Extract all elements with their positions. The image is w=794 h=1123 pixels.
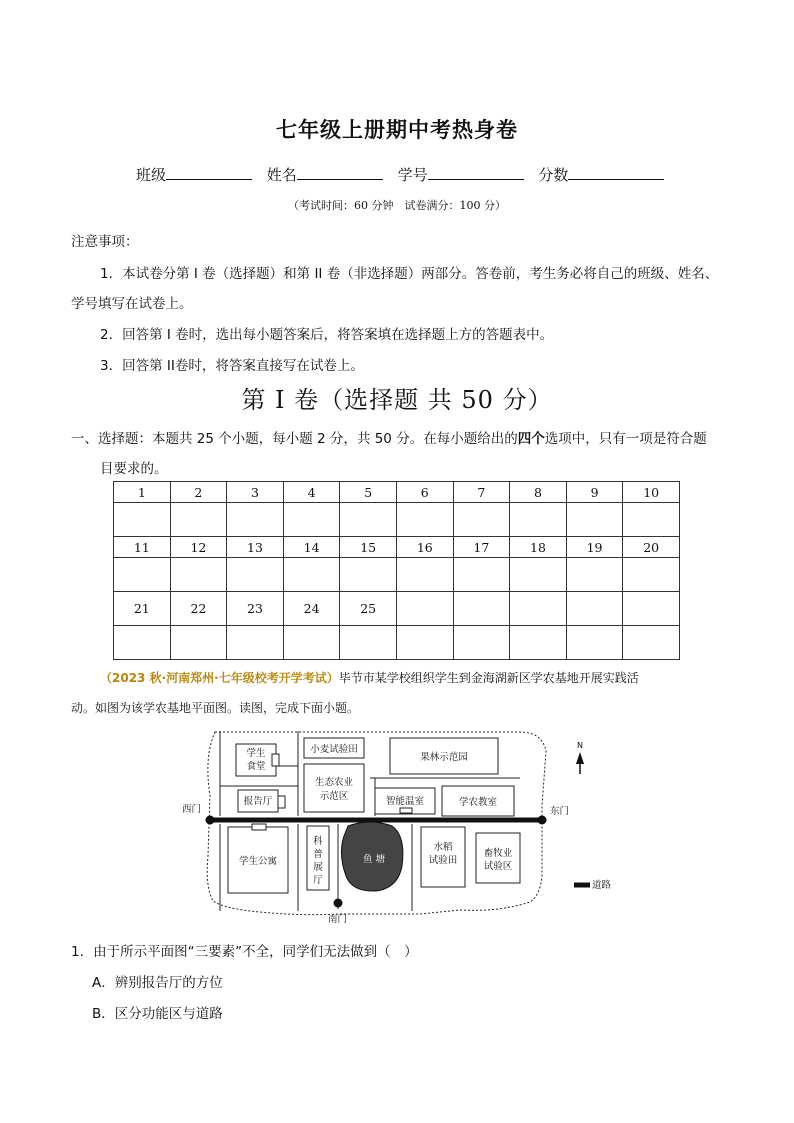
answer-number: 20 [623, 537, 680, 558]
question-context-line2: 动。如图为该学农基地平面图。读图，完成下面小题。 [71, 701, 360, 715]
answer-number [623, 592, 680, 626]
answer-number [453, 592, 510, 626]
section-instructions [71, 427, 707, 447]
hall-door [278, 796, 285, 808]
map-label-wheat: 小麦试验田 [310, 744, 358, 755]
answer-cell[interactable] [170, 626, 227, 660]
answer-number: 8 [510, 482, 567, 503]
notes-heading: 注意事项： [71, 234, 139, 250]
question-1-stem: 1．由于所示平面图“三要素”不全，同学们无法做到（ ） [71, 944, 418, 960]
answer-cell[interactable] [227, 503, 284, 537]
map-label-science-2: 普 [313, 849, 323, 860]
answer-number: 21 [114, 592, 171, 626]
page-title: 七年级上册期中考热身卷 [276, 118, 518, 142]
map-label-canteen-2: 食堂 [246, 761, 266, 772]
answer-number: 4 [283, 482, 340, 503]
answer-number: 16 [396, 537, 453, 558]
score-label: 分数 [538, 166, 569, 184]
answer-cell[interactable] [340, 503, 397, 537]
answer-cell[interactable] [227, 626, 284, 660]
answer-cell[interactable] [510, 626, 567, 660]
answer-cell[interactable] [566, 503, 623, 537]
time-note: （考试时间：60 分钟 试卷满分：100 分） [288, 199, 506, 212]
note-item-1: 1．本试卷分第 I 卷（选择题）和第 II 卷（非选择题）两部分。答卷前，考生务必将自己的班级、姓名、 [100, 266, 719, 282]
greenhouse-door [400, 808, 412, 813]
map-label-livestock-2: 试验区 [483, 861, 513, 872]
map-label-south-gate: 南门 [328, 914, 348, 925]
map-label-rice-1: 水稻 [433, 842, 453, 853]
map-label-east-gate: 东门 [550, 806, 570, 817]
answer-cell[interactable] [114, 503, 171, 537]
answer-cell[interactable] [340, 558, 397, 592]
answer-number: 12 [170, 537, 227, 558]
section-title: 第 I 卷（选择题 共 50 分） [241, 386, 553, 414]
instr-suffix: 选项中，只有一项是符合题 [544, 431, 707, 447]
map-label-hall: 报告厅 [243, 796, 273, 807]
answer-number: 9 [566, 482, 623, 503]
map-label-science-4: 厅 [313, 875, 323, 886]
map-label-north: N [577, 741, 583, 750]
answer-number: 2 [170, 482, 227, 503]
answer-cell[interactable] [170, 503, 227, 537]
answer-cell[interactable] [396, 626, 453, 660]
answer-cell[interactable] [566, 626, 623, 660]
answer-number [396, 592, 453, 626]
answer-number: 11 [114, 537, 171, 558]
name-blank[interactable] [297, 164, 383, 180]
dorm-door [252, 824, 266, 830]
east-gate-dot [538, 816, 547, 825]
map-label-canteen-1: 学生 [246, 748, 266, 759]
answer-cell[interactable] [227, 558, 284, 592]
answer-cell[interactable] [170, 558, 227, 592]
answer-number: 5 [340, 482, 397, 503]
note-item-2: 2．回答第 I 卷时，选出每小题答案后，将答案填在选择题上方的答题表中。 [100, 327, 554, 343]
farm-base-map [180, 726, 620, 926]
map-label-livestock-1: 畜牧业 [483, 848, 513, 859]
answer-number [510, 592, 567, 626]
instr-prefix: 一、选择题：本题共 25 个小题，每小题 2 分，共 50 分。在每小题给出的 [71, 431, 518, 447]
map-label-greenhouse: 智能温室 [385, 796, 425, 807]
answer-number: 22 [170, 592, 227, 626]
answer-cell[interactable] [396, 558, 453, 592]
answer-cell[interactable] [396, 503, 453, 537]
question-context-line1 [100, 669, 639, 686]
map-label-orchard: 果林示范园 [420, 752, 468, 763]
west-gate-dot [206, 816, 215, 825]
south-gate-dot [334, 899, 343, 908]
map-label-classroom: 学农教室 [458, 797, 498, 808]
map-label-west-gate: 西门 [182, 804, 202, 815]
note-item-1-cont: 学号填写在试卷上。 [71, 296, 193, 312]
answer-cell[interactable] [510, 558, 567, 592]
answer-number: 7 [453, 482, 510, 503]
answer-cell[interactable] [510, 503, 567, 537]
answer-cell[interactable] [283, 558, 340, 592]
north-arrow-head-icon [576, 752, 584, 764]
eco-farm-box [304, 764, 364, 812]
map-label-dorm: 学生公寓 [238, 856, 278, 867]
question-1-option-a[interactable]: A．辨别报告厅的方位 [92, 975, 223, 991]
map-label-legend-road: 道路 [592, 880, 612, 891]
answer-cell[interactable] [453, 503, 510, 537]
answer-cell[interactable] [114, 626, 171, 660]
canteen-door [272, 754, 279, 766]
map-label-eco-1: 生态农业 [314, 777, 354, 788]
name-label: 姓名 [266, 166, 297, 184]
answer-cell[interactable] [453, 558, 510, 592]
student-info-line [136, 164, 664, 185]
answer-number: 15 [340, 537, 397, 558]
class-blank[interactable] [166, 164, 252, 180]
answer-number: 3 [227, 482, 284, 503]
answer-number: 1 [114, 482, 171, 503]
answer-table [113, 481, 680, 660]
answer-number: 23 [227, 592, 284, 626]
answer-cell[interactable] [453, 626, 510, 660]
answer-cell[interactable] [283, 503, 340, 537]
answer-number: 14 [283, 537, 340, 558]
answer-number: 10 [623, 482, 680, 503]
map-label-science-1: 科 [313, 836, 323, 847]
answer-cell[interactable] [623, 626, 680, 660]
answer-cell[interactable] [114, 558, 171, 592]
answer-cell[interactable] [283, 626, 340, 660]
map-label-rice-2: 试验田 [428, 855, 458, 866]
question-1-option-b[interactable]: B．区分功能区与道路 [92, 1006, 223, 1022]
id-blank[interactable] [428, 164, 524, 180]
id-label: 学号 [397, 166, 428, 184]
answer-number: 25 [340, 592, 397, 626]
map-label-eco-2: 示范区 [319, 791, 349, 802]
answer-number [566, 592, 623, 626]
answer-number: 6 [396, 482, 453, 503]
note-item-3: 3．回答第 II卷时，将答案直接写在试卷上。 [100, 358, 364, 374]
answer-number: 13 [227, 537, 284, 558]
question-source: （2023 秋·河南郑州·七年级校考开学考试） [100, 671, 339, 685]
answer-number: 18 [510, 537, 567, 558]
answer-number: 24 [283, 592, 340, 626]
answer-cell[interactable] [566, 558, 623, 592]
context-text-1: 毕节市某学校组织学生到金海湖新区学农基地开展实践活 [338, 671, 639, 685]
answer-number: 17 [453, 537, 510, 558]
section-instructions-line2: 目要求的。 [100, 461, 168, 477]
answer-cell[interactable] [623, 558, 680, 592]
answer-cell[interactable] [340, 626, 397, 660]
map-label-pond: 鱼 塘 [362, 854, 386, 865]
instr-bold: 四个 [517, 431, 545, 447]
score-blank[interactable] [568, 164, 664, 180]
answer-number: 19 [566, 537, 623, 558]
answer-cell[interactable] [623, 503, 680, 537]
class-label: 班级 [136, 166, 167, 184]
map-label-science-3: 展 [313, 862, 323, 873]
